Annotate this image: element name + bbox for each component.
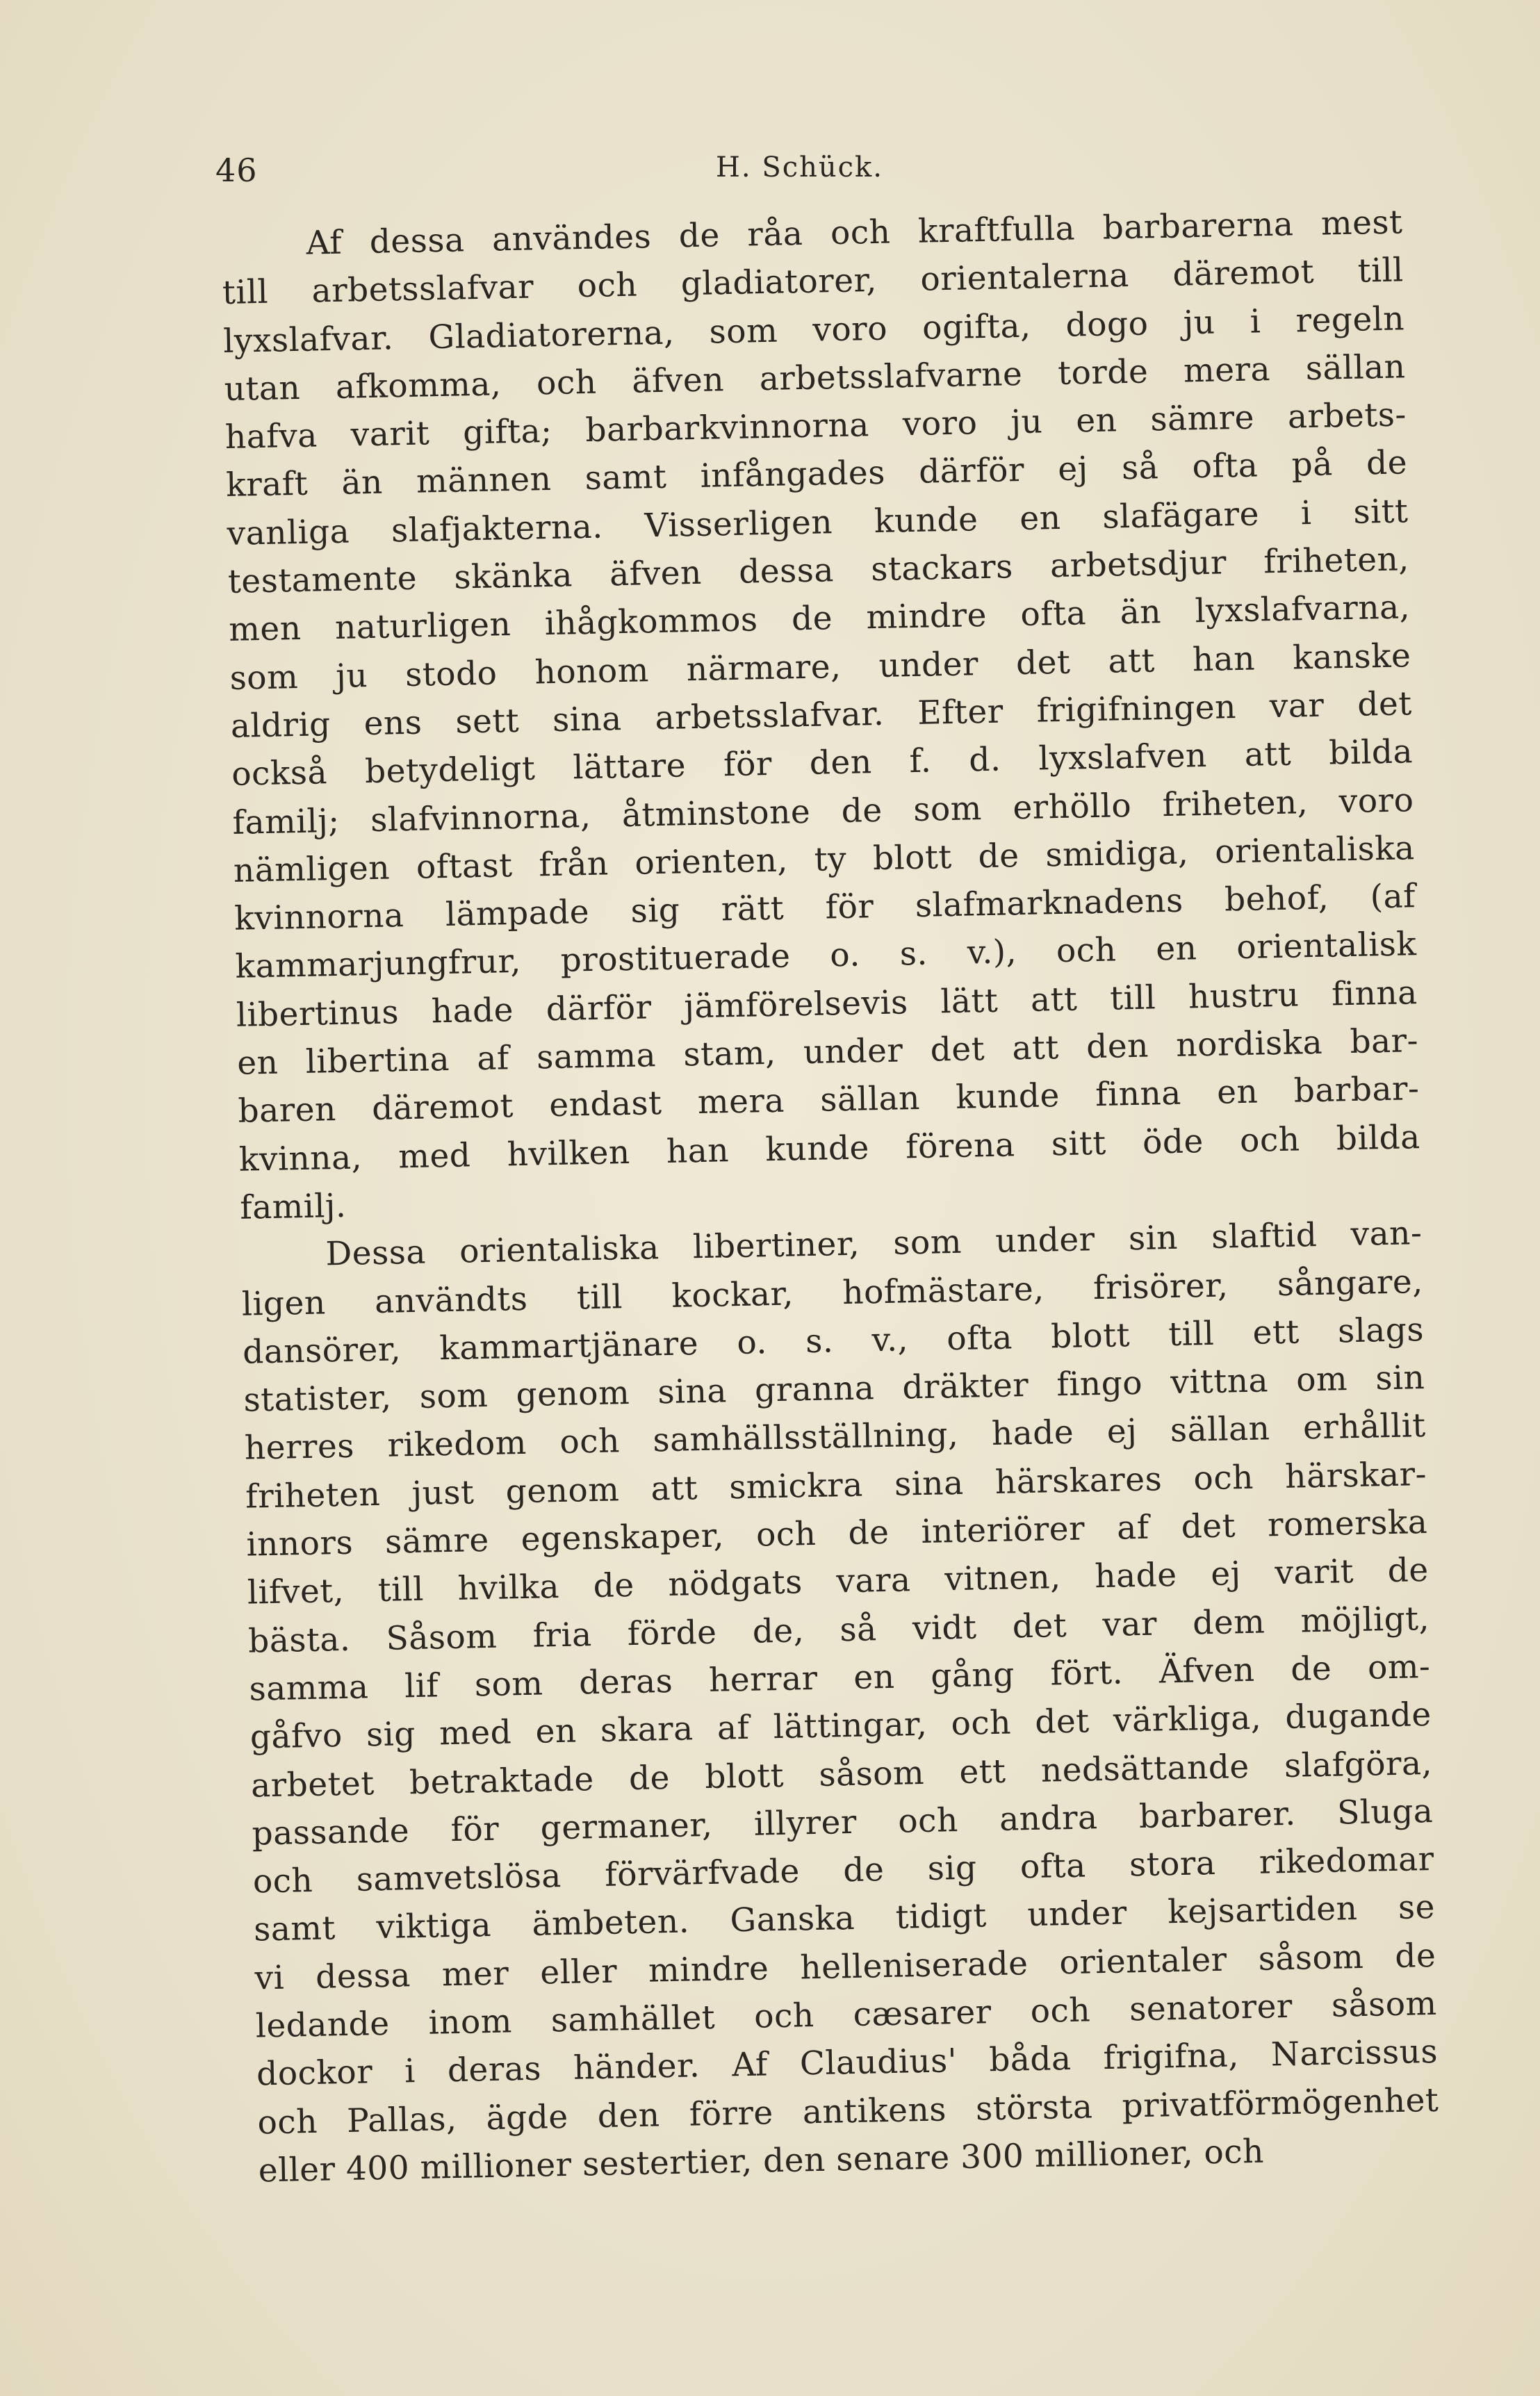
text-line: Af dessa användes de råa och kraftfulla barbarerna mest [306, 203, 1403, 263]
text-line: kvinnorna lämpade sig rätt för slafmarknadens behof, (af [234, 877, 1416, 938]
text-line: och samvetslösa förvärfvade de sig ofta stora rikedomar [252, 1840, 1435, 1901]
header-author: H. Schück. [716, 151, 883, 183]
text-line: också betydeligt lättare för den f. d. lyxslafven att bilda [231, 732, 1414, 794]
text-line: hafva varit gifta; barbarkvinnorna voro ju en sämre arbets- [224, 395, 1407, 457]
text-line: utan afkomma, och äfven arbetsslafvarne torde mera sällan [224, 347, 1406, 409]
text-line: arbetet betraktade de blott såsom ett nedsättande slafgöra, [250, 1743, 1433, 1805]
running-head [215, 151, 1397, 200]
text-line: men naturligen ihågkommos de mindre ofta än lyxslafvarna, [228, 588, 1411, 650]
text-line: en libertina af samma stam, under det att den nordiska bar- [236, 1021, 1419, 1083]
paragraph [240, 1209, 1440, 2194]
text-line: bästa. Såsom fria förde de, så vidt det var dem möjligt, [247, 1599, 1430, 1661]
text-line: kvinna, med hvilken han kunde förena sitt öde och bilda [238, 1117, 1421, 1179]
text-line: kraft än männen samt infångades därför ej så ofta på de [225, 443, 1408, 505]
text-line: familj. [239, 1186, 347, 1227]
page-number: 46 [215, 151, 258, 189]
text-line: vi dessa mer eller mindre helleniserade orientaler såsom de [254, 1936, 1436, 1998]
text-line: eller 400 millioner sestertier, den senare 300 millioner, och [258, 2132, 1265, 2190]
text-line: nämligen oftast från orienten, ty blott de smidiga, orientaliska [233, 829, 1416, 890]
text-line: libertinus hade därför jämförelsevis lätt att till hustru finna [236, 973, 1418, 1035]
text-line: gåfvo sig med en skara af lättingar, och det värkliga, dugande [249, 1696, 1432, 1757]
text-line: testamente skänka äfven dessa stackars arbetsdjur friheten, [227, 540, 1410, 601]
text-line: dockor i deras händer. Af Claudius' båda frigifna, Narcissus [256, 2033, 1439, 2094]
paragraph-container [221, 198, 1440, 2194]
text-line: Dessa orientaliska libertiner, som under sin slaftid van- [325, 1214, 1423, 1274]
text-line: familj; slafvinnorna, åtminstone de som erhöllo friheten, voro [232, 780, 1414, 842]
text-line: baren däremot endast mera sällan kunde finna en barbar- [238, 1069, 1420, 1131]
text-line: samma lif som deras herrar en gång fört. Äfven de om- [249, 1647, 1431, 1709]
text-line: samt viktiga ämbeten. Ganska tidigt under kejsartiden se [253, 1888, 1436, 1949]
text-line: lyxslafvar. Gladiatorerna, som voro ogifta, dogo ju i regeln [222, 299, 1405, 361]
text-line: friheten just genom att smickra sina härskares och härskar- [245, 1454, 1427, 1516]
text-line: herres rikedom och samhällsställning, hade ej sällan erhållit [244, 1406, 1427, 1468]
paragraph [221, 198, 1422, 1232]
text-line: vanliga slafjakterna. Visserligen kunde en slafägare i sitt [227, 492, 1409, 553]
text-line: och Pallas, ägde den förre antikens största privatförmögenhet [257, 2081, 1439, 2142]
text-line: kammarjungfrur, prostituerade o. s. v.), och en orientalisk [235, 925, 1417, 987]
text-line: till arbetsslafvar och gladiatorer, orientalerna däremot till [222, 251, 1404, 313]
text-line: ledande inom samhället och cæsarer och senatorer såsom [255, 1984, 1438, 2046]
text-line: lifvet, till hvilka de nödgats vara vitnen, hade ej varit de [247, 1551, 1430, 1612]
text-line: dansörer, kammartjänare o. s. v., ofta blott till ett slags [242, 1310, 1425, 1372]
text-line: som ju stodo honom närmare, under det att han kanske [229, 636, 1411, 698]
text-line: statister, som genom sina granna dräkter fingo vittna om sin [243, 1359, 1425, 1420]
text-line: ligen användts till kockar, hofmästare, frisörer, sångare, [241, 1262, 1424, 1324]
text-line: passande för germaner, illyrer och andra barbarer. Sluga [252, 1791, 1434, 1853]
text-line: innors sämre egenskaper, och de interiörer af det romerska [246, 1503, 1428, 1564]
text-line: aldrig ens sett sina arbetsslafvar. Efter frigifningen var det [230, 684, 1413, 746]
body-text [221, 198, 1440, 2194]
